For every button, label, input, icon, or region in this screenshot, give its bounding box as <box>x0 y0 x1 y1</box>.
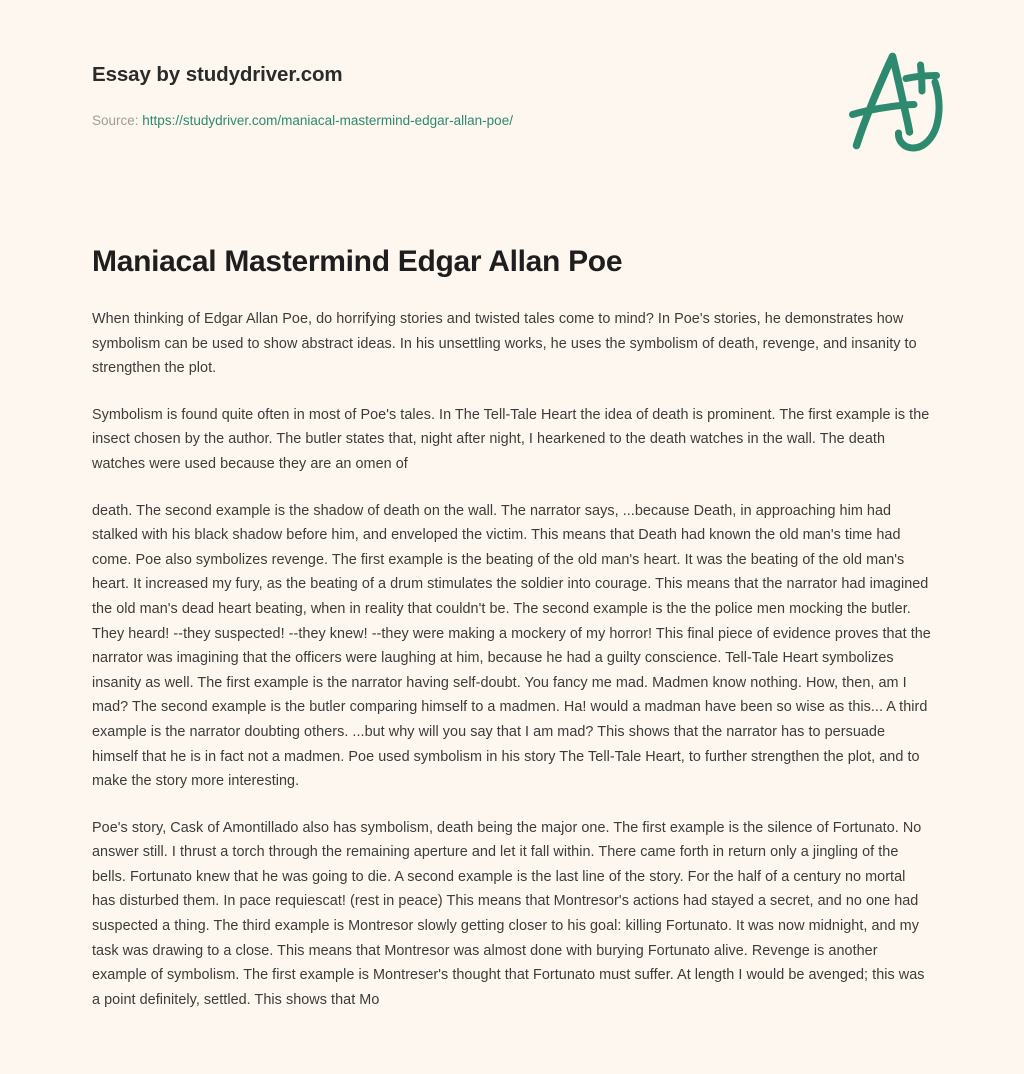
page-title: Maniacal Mastermind Edgar Allan Poe <box>92 245 623 278</box>
article-paragraph: death. The second example is the shadow of death on the wall. The narrator says, ...because Death, in approaching him had stalked with his black shadow before him, and enveloped the victim. This means that Death had known the old man's time had come. Poe also symbolizes revenge. The first example is the beating of the old man's heart. It was the beating of the old man's heart. It increased my fury, as the beating of a drum stimulates the soldier into courage. This means that the narrator had imagined the old man's dead heart beating, when in reality that couldn't be. The second example is the the police men mocking the butler. They heard! --they suspected! --they knew! --they were making a mockery of my horror! This final piece of evidence proves that the narrator was imagining that the officers were laughing at him, because he had a guilty conscience. Tell-Tale Heart symbolizes insanity as well. The first example is the narrator having self-doubt. You fancy me mad. Madmen know nothing. How, then, am I mad? The second example is the butler comparing himself to a madmen. Ha! would a madman have been so wise as this... A third example is the narrator doubting others. ...but why will you say that I am mad? This shows that the narrator has to persuade himself that he is in fact not a madmen. Poe used symbolism in his story The Tell-Tale Heart, to further strengthen the plot, and to make the story more interesting. <box>92 502 931 790</box>
essay-byline: Essay by studydriver.com <box>92 63 343 86</box>
article-paragraph: Poe's story, Cask of Amontillado also has symbolism, death being the major one. The first example is the silence of Fortunato. No answer still. I thrust a torch through the remaining aperture and let it fall within. There came forth in return only a jingling of the bells. Fortunato knew that he was going to die. A second example is the last line of the story. For the half of a century no mortal has disturbed them. In pace requiescat! (rest in peace) This means that Montresor's actions had stayed a secret, and no one had suspected a thing. The third example is Montresor slowly getting closer to his goal: killing Fortunato. It was now midnight, and my task was drawing to a close. This means that Montresor was almost done with burying Fortunato alive. Revenge is another example of symbolism. The first example is Montreser's thought that Fortunato must suffer. At length I would be avenged; this was a point definitely, settled. This shows that Mo <box>92 819 925 1008</box>
article-paragraph: Symbolism is found quite often in most of Poe's tales. In The Tell-Tale Heart the idea of death is prominent. The first example is the insect chosen by the author. The butler states that, night after night, I hearkened to the death watches in the wall. The death watches were used because they are an omen of <box>92 406 930 472</box>
source-line <box>92 112 960 130</box>
article-paragraph: When thinking of Edgar Allan Poe, do horrifying stories and twisted tales come to mind? In Poe's stories, he demonstrates how symbolism can be used to show abstract ideas. In his unsettling works, he uses the symbolism of death, revenge, and insanity to strengthen the plot. <box>92 311 917 377</box>
source-label: Source: <box>92 113 139 128</box>
page-header <box>0 0 1024 200</box>
header-text-block <box>92 62 960 130</box>
source-url-link[interactable]: https://studydriver.com/maniacal-mastermind-edgar-allan-poe/ <box>142 113 513 128</box>
article-body <box>92 307 932 1012</box>
a-plus-logo <box>840 48 952 168</box>
